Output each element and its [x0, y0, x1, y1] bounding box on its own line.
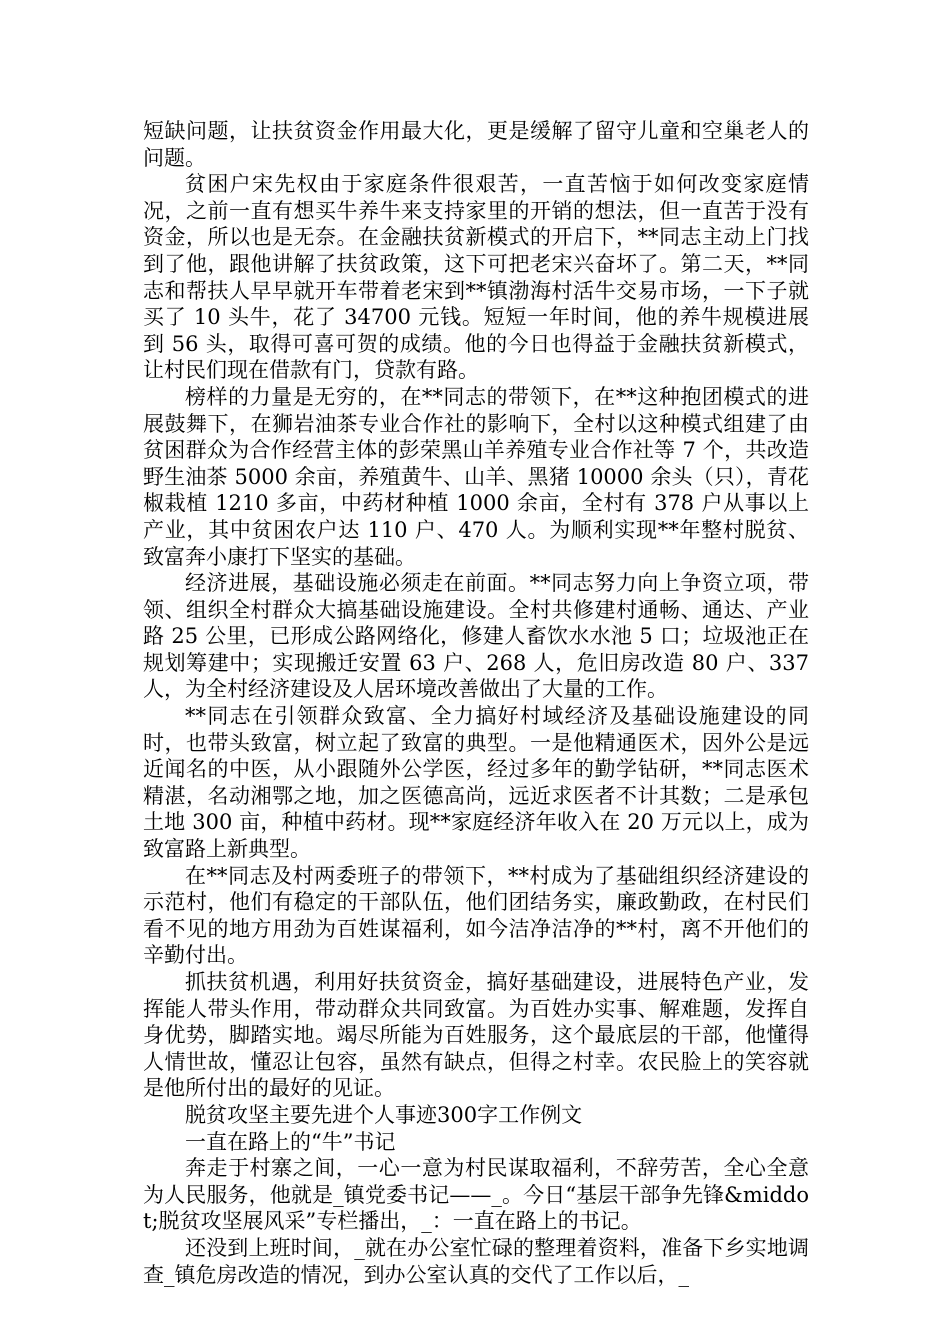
paragraph-5: **同志在引领群众致富、全力搞好村域经济及基础设施建设的同时，也带头致富，树立起了致富的典型。一是他精通医术，因外公是远近闻名的中医，从小跟随外公学医，经过多年的勤学钻研，**同志医术精湛，名动湘鄂之地，加之医德高尚，远近求医者不计其数；二是承包土地 300 亩，种植中药材。现**家庭经济年收入在 20 万元以上，成为致富路上新典型。: [143, 704, 809, 862]
paragraph-3: 榜样的力量是无穷的，在**同志的带领下，在**这种抱团模式的进展鼓舞下，在狮岩油茶专业合作社的影响下，全村以这种模式组建了由贫困群众为合作经营主体的彭荣黑山羊养殖专业合作社等 7 个，共改造野生油茶 5000 余亩，养殖黄牛、山羊、黑猪 10000 余头（只），青花椒栽植 1210 多亩，中药材种植 1000 余亩，全村有 378 户从事以上产业，其中贫困农户达 110 户、470 人。为顺利实现**年整村脱贫、致富奔小康打下坚实的基础。: [143, 384, 809, 569]
paragraph-8: 奔走于村寨之间，一心一意为村民谋取福利，不辞劳苦，全心全意为人民服务，他就是_镇党委书记——_。今日“基层干部争先锋&middot;脱贫攻坚展风采”专栏播出，_：一直在路上的书记。: [143, 1156, 809, 1234]
paragraph-1: 短缺问题，让扶贫资金作用最大化，更是缓解了留守儿童和空巢老人的问题。: [143, 119, 809, 170]
paragraph-9: 还没到上班时间，_就在办公室忙碌的整理着资料，准备下乡实地调查_镇危房改造的情况，到办公室认真的交代了工作以后，_: [143, 1235, 809, 1287]
article-title: 一直在路上的“牛”书记: [185, 1129, 396, 1154]
paragraph-4: 经济进展，基础设施必须走在前面。**同志努力向上争资立项，带领、组织全村群众大搞基础设施建设。全村共修建村通畅、通达、产业路 25 公里，已形成公路网络化，修建人畜饮水水池 5 口；垃圾池正在规划筹建中；实现搬迁安置 63 户、268 人，危旧房改造 80 户、337 人，为全村经济建设及人居环境改善做出了大量的工作。: [143, 571, 809, 702]
paragraph-7: 抓扶贫机遇，利用好扶贫资金，搞好基础建设，进展特色产业，发挥能人带头作用，带动群众共同致富。为百姓办实事、解难题，发挥自身优势，脚踏实地。竭尽所能为百姓服务，这个最底层的干部，他懂得人情世故，懂忍让包容，虽然有缺点，但得之村幸。农民脸上的笑容就是他所付出的最好的见证。: [143, 970, 809, 1101]
document-body: [143, 118, 809, 1288]
paragraph-2: 贫困户宋先权由于家庭条件很艰苦，一直苦恼于如何改变家庭情况，之前一直有想买牛养牛来支持家里的开销的想法，但一直苦于没有资金，所以也是无奈。在金融扶贫新模式的开启下，**同志主动上门找到了他，跟他讲解了扶贫政策，这下可把老宋兴奋坏了。第二天，**同志和帮扶人早早就开车带着老宋到**镇渤海村活牛交易市场，一下子就买了 10 头牛，花了 34700 元钱。短短一年时间，他的养牛规模进展到 56 头，取得可喜可贺的成绩。他的今日也得益于金融扶贫新模式，让村民们现在借款有门，贷款有路。: [143, 172, 809, 383]
paragraph-6: 在**同志及村两委班子的带领下，**村成为了基础组织经济建设的示范村，他们有稳定的干部队伍，他们团结务实，廉政勤政，在村民们看不见的地方用劲为百姓谋福利，如今洁净洁净的**村，离不开他们的辛勤付出。: [143, 863, 809, 968]
section-heading: 脱贫攻坚主要先进个人事迹300字工作例文: [185, 1102, 583, 1127]
